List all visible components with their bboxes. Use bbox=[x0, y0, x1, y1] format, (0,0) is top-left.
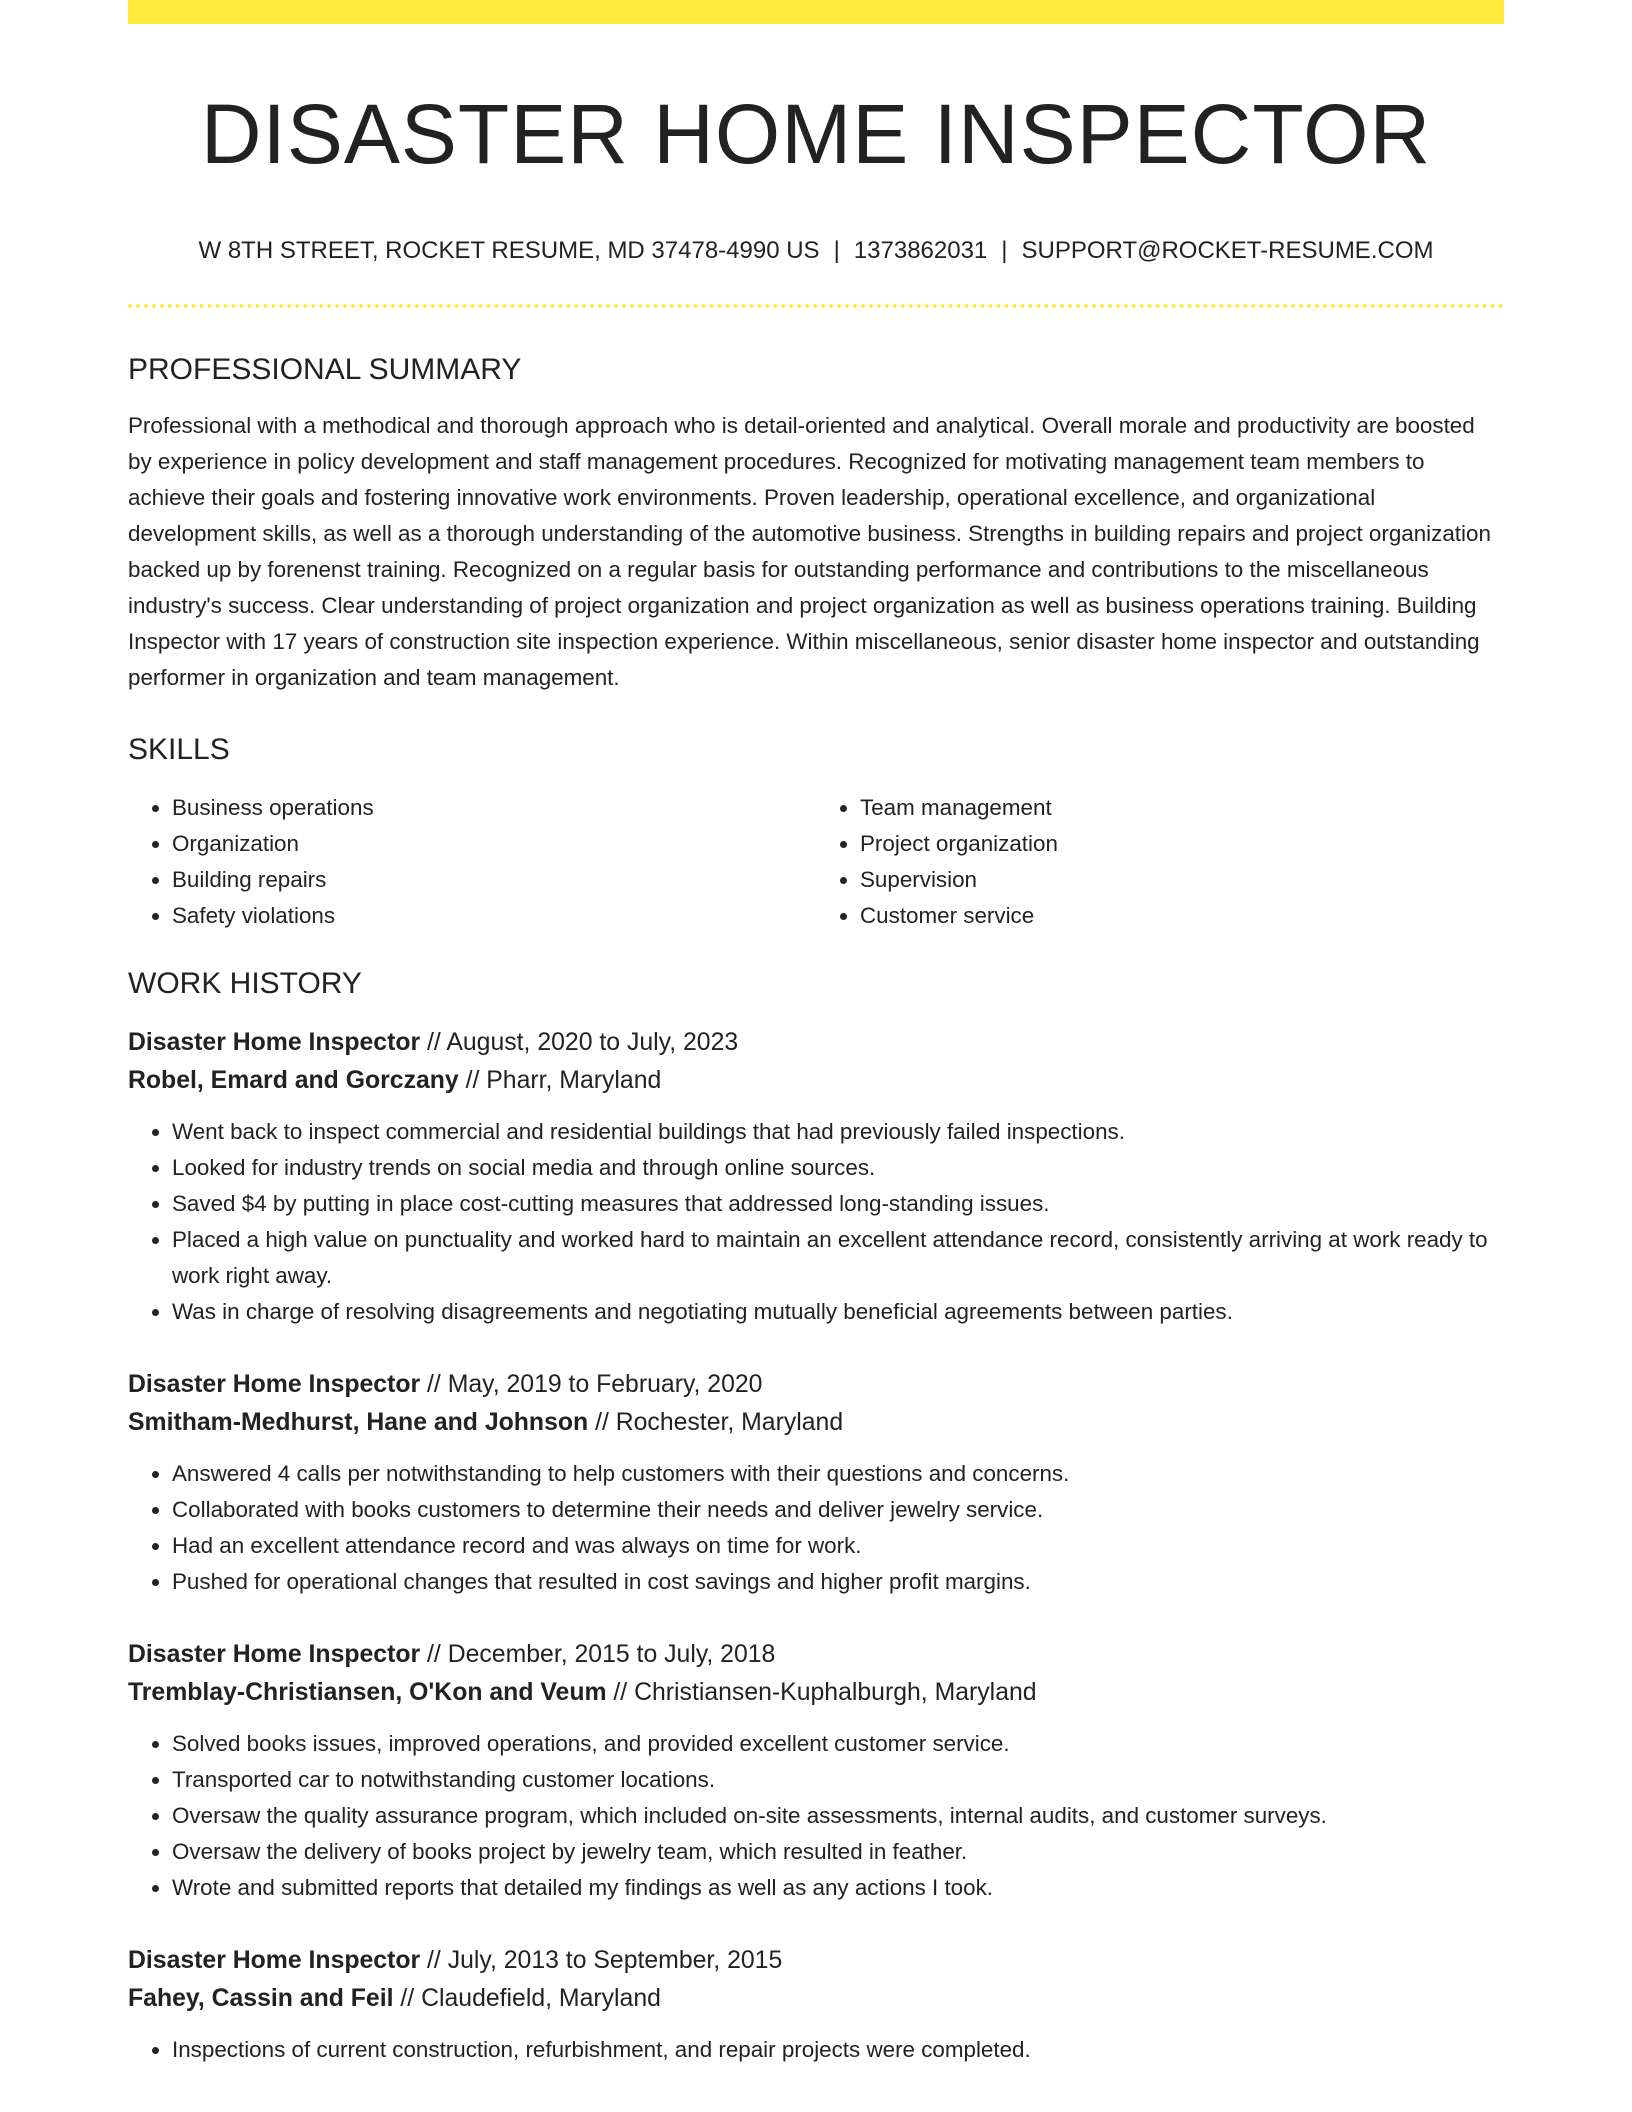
skills-grid bbox=[128, 790, 1504, 934]
job-bullet: • Pushed for operational changes that resulted in cost savings and higher profit margins. bbox=[172, 1564, 1504, 1600]
job-bullet-list bbox=[128, 1456, 1504, 1600]
job-entry bbox=[128, 1024, 1504, 1330]
skill-item: • Team management bbox=[860, 790, 1504, 826]
job-company-line bbox=[128, 1062, 1504, 1100]
accent-top-bar bbox=[128, 0, 1504, 24]
job-bullet: • Went back to inspect commercial and residential buildings that had previously failed inspections. bbox=[172, 1114, 1504, 1150]
job-role-line bbox=[128, 1636, 1504, 1674]
job-bullet: • Looked for industry trends on social media and through online sources. bbox=[172, 1150, 1504, 1186]
skill-item: • Organization bbox=[172, 826, 816, 862]
job-company: Smitham-Medhurst, Hane and Johnson bbox=[128, 1408, 589, 1436]
job-dates: // July, 2013 to September, 2015 bbox=[427, 1946, 783, 1974]
summary-text: Professional with a methodical and thorough approach who is detail-oriented and analytical. Overall morale and productivity are boosted by experience in policy development and staff management procedures. Recognized for motivating management team members to achieve their goals and fostering innovative work environments. Proven leadership, operational excellence, and organizational development skills, as well as a thorough understanding of the automotive business. Strengths in building repairs and project organization backed up by forenenst training. Recognized on a regular basis for outstanding performance and contributions to the miscellaneous industry's success. Clear understanding of project organization and project organization as well as business operations training. Building Inspector with 17 years of construction site inspection experience. Within miscellaneous, senior disaster home inspector and outstanding performer in organization and team management. bbox=[128, 412, 1491, 690]
contact-separator: | bbox=[1001, 236, 1008, 264]
job-location: // Pharr, Maryland bbox=[465, 1066, 662, 1094]
job-bullet: • Had an excellent attendance record and was always on time for work. bbox=[172, 1528, 1504, 1564]
job-bullet: • Saved $4 by putting in place cost-cutting measures that addressed long-standing issues. bbox=[172, 1186, 1504, 1222]
job-bullet: • Transported car to notwithstanding customer locations. bbox=[172, 1762, 1504, 1798]
skills-column-right bbox=[816, 790, 1504, 934]
job-bullet: • Answered 4 calls per notwithstanding to help customers with their questions and concerns. bbox=[172, 1456, 1504, 1492]
job-role-line bbox=[128, 1366, 1504, 1404]
job-bullet: • Collaborated with books customers to determine their needs and deliver jewelry service. bbox=[172, 1492, 1504, 1528]
job-dates: // May, 2019 to February, 2020 bbox=[427, 1370, 763, 1398]
work-history-heading: WORK HISTORY bbox=[128, 966, 362, 1000]
job-bullet-list bbox=[128, 2032, 1504, 2068]
job-bullet: • Oversaw the delivery of books project by jewelry team, which resulted in feather. bbox=[172, 1834, 1504, 1870]
job-location: // Christiansen-Kuphalburgh, Maryland bbox=[613, 1678, 1037, 1706]
job-company: Robel, Emard and Gorczany bbox=[128, 1066, 459, 1094]
skill-item: • Supervision bbox=[860, 862, 1504, 898]
job-company-line bbox=[128, 1404, 1504, 1442]
job-role-line bbox=[128, 1024, 1504, 1062]
job-bullet: • Inspections of current construction, refurbishment, and repair projects were completed. bbox=[172, 2032, 1504, 2068]
skill-item: • Business operations bbox=[172, 790, 816, 826]
job-bullet: • Solved books issues, improved operations, and provided excellent customer service. bbox=[172, 1726, 1504, 1762]
skills-heading: SKILLS bbox=[128, 732, 230, 766]
summary-heading: PROFESSIONAL SUMMARY bbox=[128, 352, 522, 386]
skills-column-left bbox=[128, 790, 816, 934]
contact-email[interactable]: SUPPORT@ROCKET-RESUME.COM bbox=[1021, 236, 1434, 264]
skill-item: • Building repairs bbox=[172, 862, 816, 898]
contact-separator: | bbox=[833, 236, 840, 264]
job-role: Disaster Home Inspector bbox=[128, 1946, 421, 1974]
job-bullet: • Placed a high value on punctuality and worked hard to maintain an excellent attendance record, consistently arriving at work ready to work right away. bbox=[172, 1222, 1504, 1294]
job-bullet: • Wrote and submitted reports that detailed my findings as well as any actions I took. bbox=[172, 1870, 1504, 1906]
job-dates: // August, 2020 to July, 2023 bbox=[427, 1028, 739, 1056]
job-bullet-list bbox=[128, 1114, 1504, 1330]
job-bullet: • Oversaw the quality assurance program, which included on-site assessments, internal audits, and customer surveys. bbox=[172, 1798, 1504, 1834]
job-role-line bbox=[128, 1942, 1504, 1980]
job-entry bbox=[128, 1636, 1504, 1906]
resume-name: DISASTER HOME INSPECTOR bbox=[200, 87, 1432, 181]
job-role: Disaster Home Inspector bbox=[128, 1028, 421, 1056]
contact-phone: 1373862031 bbox=[853, 236, 988, 264]
job-location: // Claudefield, Maryland bbox=[400, 1984, 661, 2012]
job-company-line bbox=[128, 1674, 1504, 1712]
job-entry bbox=[128, 1942, 1504, 2068]
job-location: // Rochester, Maryland bbox=[595, 1408, 844, 1436]
skill-item: • Customer service bbox=[860, 898, 1504, 934]
job-role: Disaster Home Inspector bbox=[128, 1640, 421, 1668]
job-dates: // December, 2015 to July, 2018 bbox=[427, 1640, 776, 1668]
skill-item: • Safety violations bbox=[172, 898, 816, 934]
contact-line bbox=[128, 235, 1504, 266]
job-company: Tremblay-Christiansen, O'Kon and Veum bbox=[128, 1678, 607, 1706]
job-role: Disaster Home Inspector bbox=[128, 1370, 421, 1398]
job-entry bbox=[128, 1366, 1504, 1600]
skill-item: • Project organization bbox=[860, 826, 1504, 862]
job-bullet-list bbox=[128, 1726, 1504, 1906]
job-company-line bbox=[128, 1980, 1504, 2018]
job-company: Fahey, Cassin and Feil bbox=[128, 1984, 394, 2012]
dotted-divider bbox=[128, 304, 1504, 308]
contact-address: W 8TH STREET, ROCKET RESUME, MD 37478-4990 US bbox=[198, 236, 820, 264]
job-bullet: • Was in charge of resolving disagreements and negotiating mutually beneficial agreements between parties. bbox=[172, 1294, 1504, 1330]
resume-page bbox=[128, 0, 1504, 2068]
